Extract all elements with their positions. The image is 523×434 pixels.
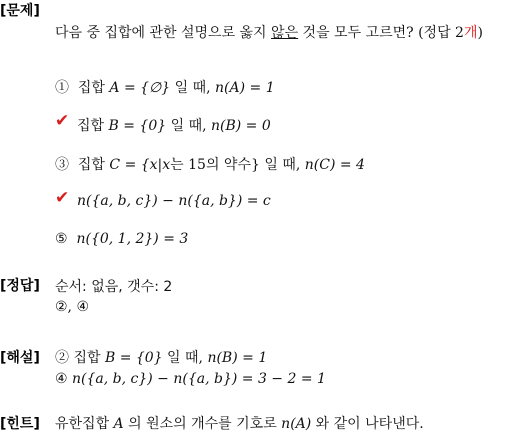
explanation-line-2 [55, 371, 326, 387]
answer-line-1: 순서: 없음, 갯수: 2 [55, 279, 173, 295]
question-post: 것을 모두 고르면? (정답 2 [298, 25, 464, 41]
option-3-math2: n(C) = 4 [304, 157, 365, 173]
option-3-text-pre: 집합 [77, 157, 110, 173]
hint-math: A [113, 416, 124, 432]
hint-text-post: 와 같이 나타낸다. [311, 416, 424, 432]
option-2-text-mid: 일 때, [166, 118, 211, 134]
explanation-line-1-marker: ② [55, 350, 69, 366]
explanation-line-1 [55, 347, 267, 367]
hint-text [55, 413, 424, 433]
option-3 [55, 154, 365, 174]
option-1-text-pre: 집합 [77, 80, 110, 96]
question-underlined: 않은 [271, 25, 299, 41]
question-end: ) [477, 25, 483, 41]
explanation-label: [해설] [0, 350, 40, 366]
explanation-line-1-text: 집합 [69, 350, 105, 366]
option-2-math2: n(B) = 0 [211, 118, 271, 134]
explanation-line-1-math2: n(B) = 1 [207, 350, 268, 366]
option-1-marker: ① [55, 80, 69, 96]
option-4 [77, 193, 271, 209]
explanation-line-1-mid: 일 때, [162, 350, 208, 366]
option-5-marker: ⑤ [55, 231, 68, 247]
option-5 [55, 231, 188, 247]
option-1-text-mid: 일 때, [170, 80, 216, 96]
option-4-math: n({a, b, c}) − n({a, b}) = c [77, 193, 271, 209]
explanation-line-2-marker: ④ [55, 371, 68, 387]
question-red-word: 개 [463, 25, 478, 41]
check-icon: ✔ [55, 111, 70, 131]
question-text [55, 22, 483, 42]
explanation-line-1-math: B = {0} [104, 350, 163, 366]
option-2 [77, 115, 271, 135]
option-1 [55, 77, 275, 97]
hint-text-mid: 의 원소의 개수를 기호로 [123, 416, 282, 432]
problem-label: [문제] [0, 3, 40, 19]
hint-math2: n(A) [281, 416, 312, 432]
option-2-text-pre: 집합 [77, 118, 109, 134]
answer-line-2: ②, ④ [55, 299, 90, 315]
question-pre: 다음 중 집합에 관한 설명으로 옳지 [55, 25, 272, 41]
option-1-math: A = {∅} [109, 80, 171, 96]
option-2-math: B = {0} [108, 118, 167, 134]
option-3-text-mid: 는 15의 약수} [170, 157, 260, 173]
explanation-line-2-math: n({a, b, c}) − n({a, b}) = 3 − 2 = 1 [72, 371, 326, 387]
option-3-text-mid2: 일 때, [259, 157, 305, 173]
answer-label: [정답] [0, 278, 40, 294]
hint-text-pre: 유한집합 [55, 416, 114, 432]
option-3-math: C = {x|x [109, 157, 171, 173]
option-3-marker: ③ [55, 157, 69, 173]
option-5-math: n({0, 1, 2}) = 3 [76, 231, 189, 247]
option-1-math2: n(A) = 1 [215, 80, 275, 96]
hint-label: [힌트] [0, 416, 40, 432]
check-icon: ✔ [55, 188, 70, 208]
